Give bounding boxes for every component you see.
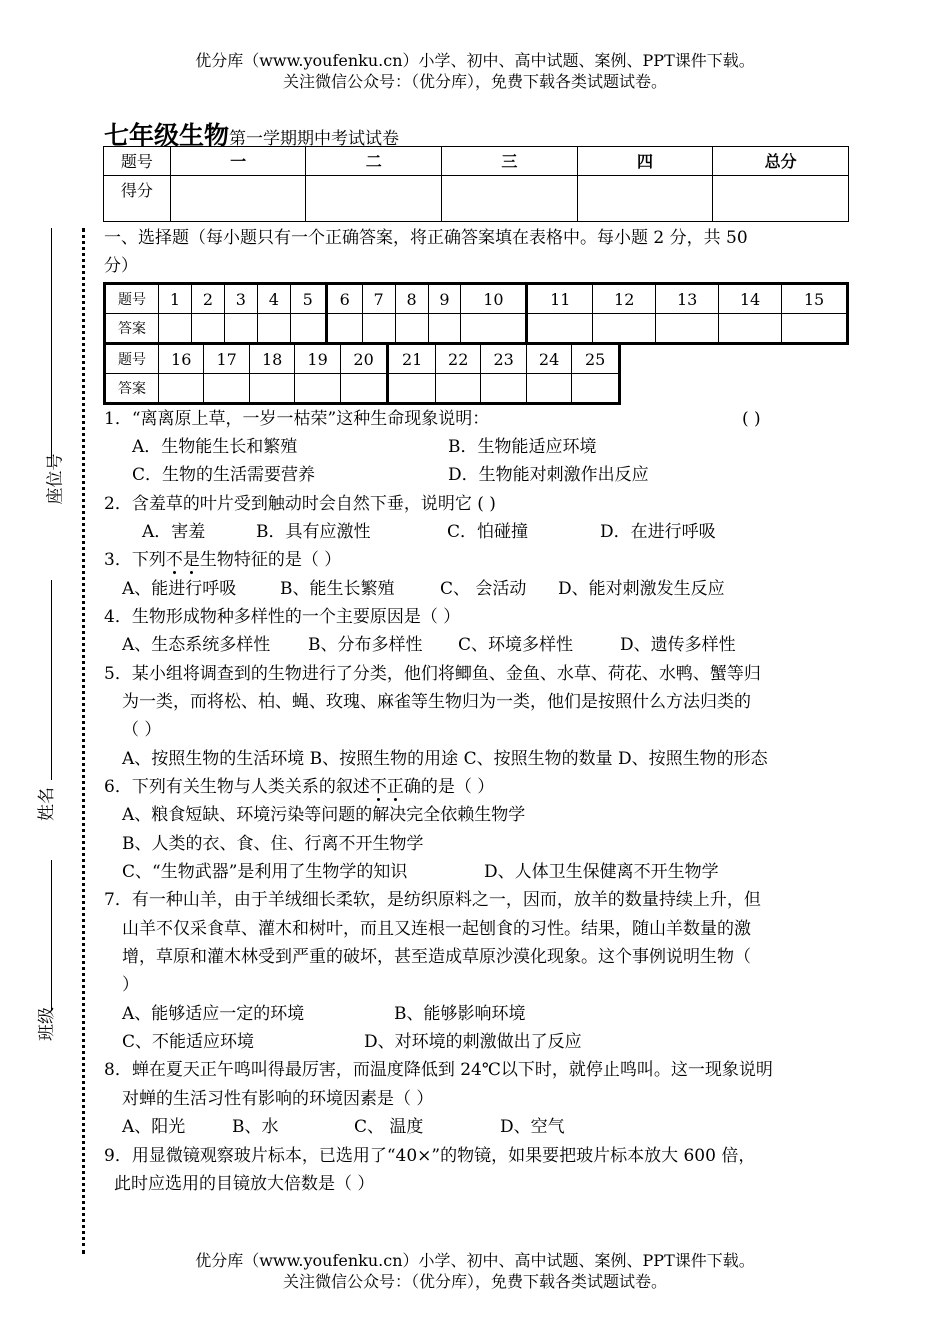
answer-cell[interactable] — [295, 374, 340, 404]
q8-option-b: B、水 — [232, 1117, 279, 1137]
score-cell[interactable] — [170, 176, 306, 222]
answer-cell[interactable] — [572, 374, 620, 404]
name-line — [51, 580, 52, 780]
answer-cell[interactable] — [257, 314, 290, 344]
q-number: 7 — [362, 284, 395, 314]
q7-line-4: ） — [122, 975, 139, 995]
title-main: 七年级生物 — [104, 121, 230, 150]
q7-line-3: 增，草原和灌木林受到严重的破坏，甚至造成草原沙漠化现象。这个事例说明生物（ — [122, 947, 751, 967]
q4-option-c: C、环境多样性 — [458, 635, 574, 655]
answer-cell[interactable] — [340, 374, 388, 404]
score-cell[interactable] — [713, 176, 849, 222]
q4-option-a: A、生态系统多样性 — [122, 635, 271, 655]
header-line-2: 关注微信公众号：（优分库），免费下载各类试题试卷。 — [282, 72, 667, 91]
answer-a-label: 答案 — [105, 374, 159, 404]
q-number: 23 — [481, 344, 526, 374]
answer-cell[interactable] — [435, 374, 480, 404]
q7-option-b: B、能够影响环境 — [394, 1004, 526, 1024]
answer-cell[interactable] — [224, 314, 257, 344]
q-number: 18 — [249, 344, 294, 374]
q9-line-2: 此时应选用的目镜放大倍数是（ ） — [114, 1174, 375, 1194]
footer-line-2: 关注微信公众号：（优分库），免费下载各类试题试卷。 — [282, 1272, 667, 1291]
q6-option-b: B、人类的衣、食、住、行离不开生物学 — [122, 834, 424, 854]
q3-option-c: C、 会活动 — [440, 579, 527, 599]
page-header — [0, 50, 950, 92]
title-sub: 第一学期期中考试试卷 — [229, 129, 400, 149]
score-cell[interactable] — [577, 176, 713, 222]
answer-cell[interactable] — [526, 374, 571, 404]
q-number: 11 — [527, 284, 593, 314]
q-number: 15 — [782, 284, 848, 314]
q9-line-1: 9．用显微镜观察玻片标本，已选用了“40×”的物镜，如果要把玻片标本放大 600 倍， — [104, 1146, 756, 1166]
section1-intro-2: 分） — [104, 256, 138, 276]
q-number: 4 — [257, 284, 290, 314]
q-number: 5 — [290, 284, 326, 314]
page-footer — [0, 1250, 950, 1292]
q1-option-d: D．生物能对刺激作出反应 — [448, 465, 649, 485]
answer-a-label: 答案 — [105, 314, 159, 344]
q8-line-2: 对蝉的生活习性有影响的环境因素是（ ） — [122, 1089, 434, 1109]
answer-cell[interactable] — [395, 314, 428, 344]
score-col-2: 二 — [306, 147, 442, 176]
score-col-1: 一 — [170, 147, 306, 176]
answer-cell[interactable] — [290, 314, 326, 344]
header-line-1: 优分库（www.youfenku.cn）小学、初中、高中试题、案例、PPT课件下载。 — [195, 51, 755, 70]
answer-cell[interactable] — [656, 314, 719, 344]
answer-cell[interactable] — [249, 374, 294, 404]
q7-line-2: 山羊不仅采食草、灌木和树叶，而且又连根一起刨食的习性。结果，随山羊数量的激 — [122, 919, 751, 939]
q2-option-c: C．怕碰撞 — [447, 522, 529, 542]
q5-line-1: 5．某小组将调查到的生物进行了分类，他们将鲫鱼、金鱼、水草、荷花、水鸭、蟹等归 — [104, 664, 761, 684]
q-number: 17 — [204, 344, 249, 374]
q-number: 10 — [461, 284, 527, 314]
answer-cell[interactable] — [362, 314, 395, 344]
q-number: 22 — [435, 344, 480, 374]
answer-cell[interactable] — [388, 374, 436, 404]
q1-option-a: A．生物能生长和繁殖 — [132, 437, 298, 457]
q-number: 19 — [295, 344, 340, 374]
q7-line-1: 7．有一种山羊，由于羊绒细长柔软，是纺织原料之一，因而，放羊的数量持续上升，但 — [104, 890, 761, 910]
answer-cell[interactable] — [782, 314, 848, 344]
answer-table-1 — [103, 282, 849, 345]
score-row-label: 得分 — [104, 176, 171, 222]
q-number: 12 — [593, 284, 656, 314]
q4-option-b: B、分布多样性 — [308, 635, 423, 655]
score-col-4: 四 — [577, 147, 713, 176]
q5-line-3: （ ） — [122, 720, 162, 740]
q1-option-b: B．生物能适应环境 — [448, 437, 597, 457]
q2-option-b: B．具有应激性 — [256, 522, 371, 542]
answer-cell[interactable] — [527, 314, 593, 344]
q2-option-d: D．在进行呼吸 — [600, 522, 716, 542]
answer-cell[interactable] — [461, 314, 527, 344]
answer-cell[interactable] — [204, 374, 249, 404]
class-line — [51, 860, 52, 1010]
q-number: 20 — [340, 344, 388, 374]
q5-options: A、按照生物的生活环境 B、按照生物的用途 C、按照生物的数量 D、按照生物的形态 — [122, 749, 768, 769]
binding-dotted-line — [82, 228, 85, 1254]
q-number: 21 — [388, 344, 436, 374]
answer-cell[interactable] — [191, 314, 224, 344]
q7-option-c: C、不能适应环境 — [122, 1032, 255, 1052]
answer-cell[interactable] — [326, 314, 362, 344]
q6-option-d: D、人体卫生保健离不开生物学 — [484, 862, 719, 882]
q-number: 25 — [572, 344, 620, 374]
answer-cell[interactable] — [593, 314, 656, 344]
q-number: 6 — [326, 284, 362, 314]
score-table — [103, 146, 849, 222]
q-number: 16 — [159, 344, 204, 374]
q8-option-d: D、空气 — [500, 1117, 565, 1137]
q1-stem: 1．“离离原上草，一岁一枯荣”这种生命现象说明： — [104, 409, 490, 429]
q1-option-c: C．生物的生活需要营养 — [132, 465, 316, 485]
q3-option-d: D、能对刺激发生反应 — [558, 579, 725, 599]
q-number: 14 — [719, 284, 782, 314]
q1-paren: ( ) — [742, 409, 761, 429]
q-number: 9 — [428, 284, 461, 314]
q7-option-d: D、对环境的刺激做出了反应 — [364, 1032, 582, 1052]
score-head-label: 题号 — [104, 147, 171, 176]
answer-q-label: 题号 — [105, 284, 159, 314]
q7-option-a: A、能够适应一定的环境 — [122, 1004, 305, 1024]
q-number: 1 — [159, 284, 192, 314]
q6-option-c: C、“生物武器”是利用了生物学的知识 — [122, 862, 408, 882]
q6-option-a: A、粮食短缺、环境污染等问题的解决完全依赖生物学 — [122, 805, 526, 825]
q-number: 8 — [395, 284, 428, 314]
score-col-3: 三 — [442, 147, 578, 176]
answer-cell[interactable] — [719, 314, 782, 344]
seat-label: 座位号 — [45, 453, 66, 505]
q8-option-c: C、 温度 — [354, 1117, 424, 1137]
q8-option-a: A、阳光 — [122, 1117, 186, 1137]
answer-table-2 — [103, 342, 621, 405]
q-number: 24 — [526, 344, 571, 374]
q-number: 3 — [224, 284, 257, 314]
q3-option-a: A、能进行呼吸 — [122, 579, 237, 599]
class-label: 班级 — [37, 1007, 57, 1041]
q3-stem: 3．下列不是生物特征的是（ ） — [104, 550, 342, 570]
q-number: 2 — [191, 284, 224, 314]
q3-option-b: B、能生长繁殖 — [280, 579, 395, 599]
score-cell[interactable] — [442, 176, 578, 222]
name-label: 姓名 — [37, 787, 57, 821]
score-cell[interactable] — [306, 176, 442, 222]
q4-option-d: D、遗传多样性 — [620, 635, 736, 655]
footer-line-1: 优分库（www.youfenku.cn）小学、初中、高中试题、案例、PPT课件下载。 — [195, 1251, 755, 1270]
q8-line-1: 8．蝉在夏天正午鸣叫得最厉害，而温度降低到 24℃以下时，就停止鸣叫。这一现象说明 — [104, 1060, 773, 1080]
q2-option-a: A．害羞 — [142, 522, 206, 542]
answer-cell[interactable] — [159, 374, 204, 404]
answer-cell[interactable] — [159, 314, 192, 344]
q-number: 13 — [656, 284, 719, 314]
score-col-total: 总分 — [713, 147, 849, 176]
seat-line — [51, 228, 52, 466]
q5-line-2: 为一类，而将松、柏、蝇、玫瑰、麻雀等生物归为一类，他们是按照什么方法归类的 — [122, 692, 751, 712]
answer-cell[interactable] — [428, 314, 461, 344]
section1-intro-1: 一、选择题（每小题只有一个正确答案，将正确答案填在表格中。每小题 2 分，共 50 — [104, 228, 748, 248]
q2-stem: 2．含羞草的叶片受到触动时会自然下垂，说明它 ( ) — [104, 494, 496, 514]
q4-stem: 4．生物形成物种多样性的一个主要原因是（ ） — [104, 607, 461, 627]
q6-stem: 6．下列有关生物与人类关系的叙述不正确的是（ ） — [104, 777, 495, 797]
answer-cell[interactable] — [481, 374, 526, 404]
answer-q-label: 题号 — [105, 344, 159, 374]
